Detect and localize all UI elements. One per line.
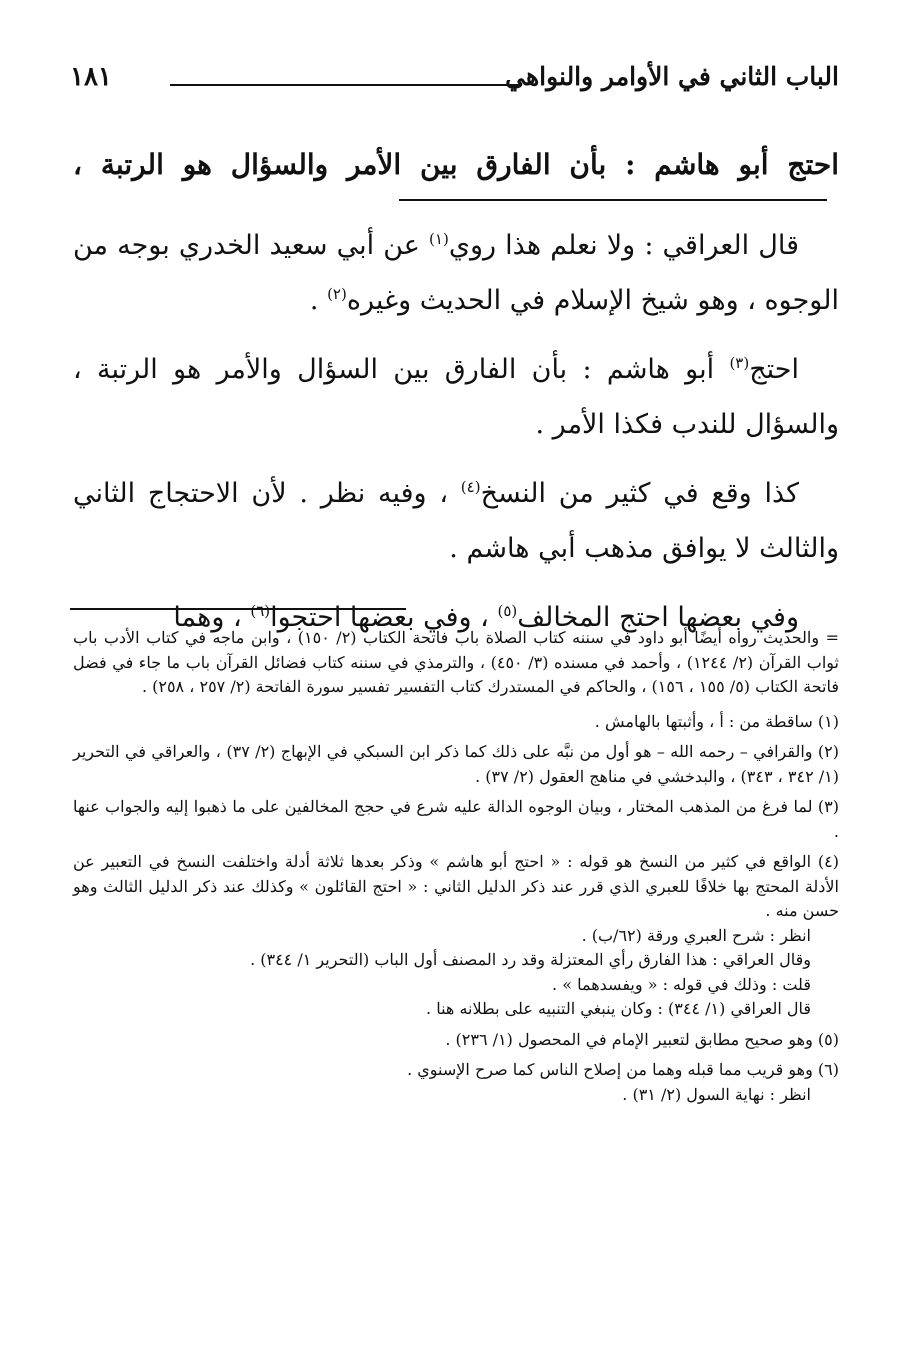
footnote-6: (٦) وهو قريب مما قبله وهما من إصلاح الناس كما صرح الإسنوي . انظر : نهاية السول (٢/ ٣١) . <box>73 1058 839 1107</box>
footnote-4: (٤) الواقع في كثير من النسخ هو قوله : « احتج أبو هاشم » وذكر بعدها ثلاثة أدلة واختلفت النسخ في التعبير عن الأدلة المحتج بها خلافًا للعبري الذي قرر عند ذكر الدليل الثاني : « احتج القائلون » وكذلك عند ذكر الدليل الثالث وهو حسن منه . انظر : شرح العبري ورقة (٦٢/ب) . وقال العراقي : هذا الفارق رأي المعتزلة وقد رد المصنف أول الباب (التحرير ١/ ٣٤٤) . قلت : وذلك في قوله : « ويفسدهما » . قال العراقي (١/ ٣٤٤) : وكان ينبغي التنبيه على بطلانه هنا . <box>73 850 839 1022</box>
paragraph-2: احتج$^{(٣)}$ أبو هاشم : بأن الفارق بين السؤال والأمر هو الرتبة ، والسؤال للندب فكذا الأمر . <box>73 354 839 440</box>
main-text <box>73 218 839 659</box>
chapter-title: الباب الثاني في الأوامر والنواهي <box>505 62 839 91</box>
footnote-3: (٣) لما فرغ من المذهب المختار ، وبيان الوجوه الدالة عليه شرع في حجج المخالفين على ما ذهبوا إليه والجواب عنها . <box>73 797 839 841</box>
header-rule <box>170 84 521 86</box>
footnote-ref-6: (٦) <box>250 602 271 620</box>
footnote-separator <box>70 608 406 610</box>
footnote-4-line: وقال العراقي : هذا الفارق رأي المعتزلة وقد رد المصنف أول الباب (التحرير ١/ ٣٤٤) . <box>250 950 811 969</box>
footnote-ref-4: (٤) <box>460 478 481 496</box>
running-header <box>70 62 839 102</box>
paragraph-4: وفي بعضها احتج المخالف$^{(٥)}$ ، وفي بعضها احتجوا$^{(٦)}$ ، وهما <box>173 602 799 633</box>
footnote-continuation: = والحديث رواه أيضًا أبو داود في سننه كتاب الصلاة باب فاتحة الكتاب (٢/ ١٥٠) ، وابن ماجه في كتاب الأدب باب ثواب القرآن (٢/ ١٢٤٤) ، وأحمد في مسنده (٣/ ٤٥٠) ، والترمذي في سننه كتاب فضائل القرآن باب ما جاء في فضل فاتحة الكتاب (٥/ ١٥٥ ، ١٥٦) ، والحاكم في المستدرك كتاب التفسير تفسير سورة الفاتحة (٢/ ٢٥٧ ، ٢٥٨) . <box>73 628 839 696</box>
paragraph-1: قال العراقي : ولا نعلم هذا روي$^{(١)}$ عن أبي سعيد الخدري بوجه من الوجوه ، وهو شيخ الإسلام في الحديث وغيره$^{(٢)}$ . <box>73 230 839 316</box>
footnote-4-line: انظر : شرح العبري ورقة (٦٢/ب) . <box>581 925 811 945</box>
footnote-ref-2: (٢) <box>327 285 347 303</box>
footnote-ref-1: (١) <box>429 230 449 248</box>
footnote-4-line: قلت : وذلك في قوله : « ويفسدهما » . <box>552 974 811 994</box>
page-number: ١٨١ <box>70 62 112 92</box>
footnote-ref-3: (٣) <box>729 354 750 372</box>
heading-underline <box>399 199 827 201</box>
footnote-4-line: قال العراقي (١/ ٣٤٤) : وكان ينبغي التنبيه على بطلانه هنا . <box>426 999 811 1018</box>
matn-heading: احتج أبو هاشم : بأن الفارق بين الأمر والسؤال هو الرتبة ، <box>73 148 839 181</box>
footnotes <box>73 626 839 1113</box>
paragraph-3: كذا وقع في كثير من النسخ$^{(٤)}$ ، وفيه نظر . لأن الاحتجاج الثاني والثالث لا يوافق مذهب أبي هاشم . <box>73 478 839 564</box>
footnote-2: (٢) والقرافي – رحمه الله – هو أول من نبَّه على ذلك كما ذكر ابن السبكي في الإبهاج (٢/ ٣٧) ، والعراقي في التحرير (١/ ٣٤٢ ، ٣٤٣) ، والبدخشي في مناهج العقول (٢/ ٣٧) . <box>73 742 840 786</box>
footnote-ref-5: (٥) <box>497 602 518 620</box>
footnote-5: (٥) وهو صحيح مطابق لتعبير الإمام في المحصول (١/ ٢٣٦) . <box>445 1029 839 1049</box>
footnote-6-line: انظر : نهاية السول (٢/ ٣١) . <box>622 1084 811 1104</box>
footnote-1: (١) ساقطة من : أ ، وأثبتها بالهامش . <box>594 711 839 731</box>
